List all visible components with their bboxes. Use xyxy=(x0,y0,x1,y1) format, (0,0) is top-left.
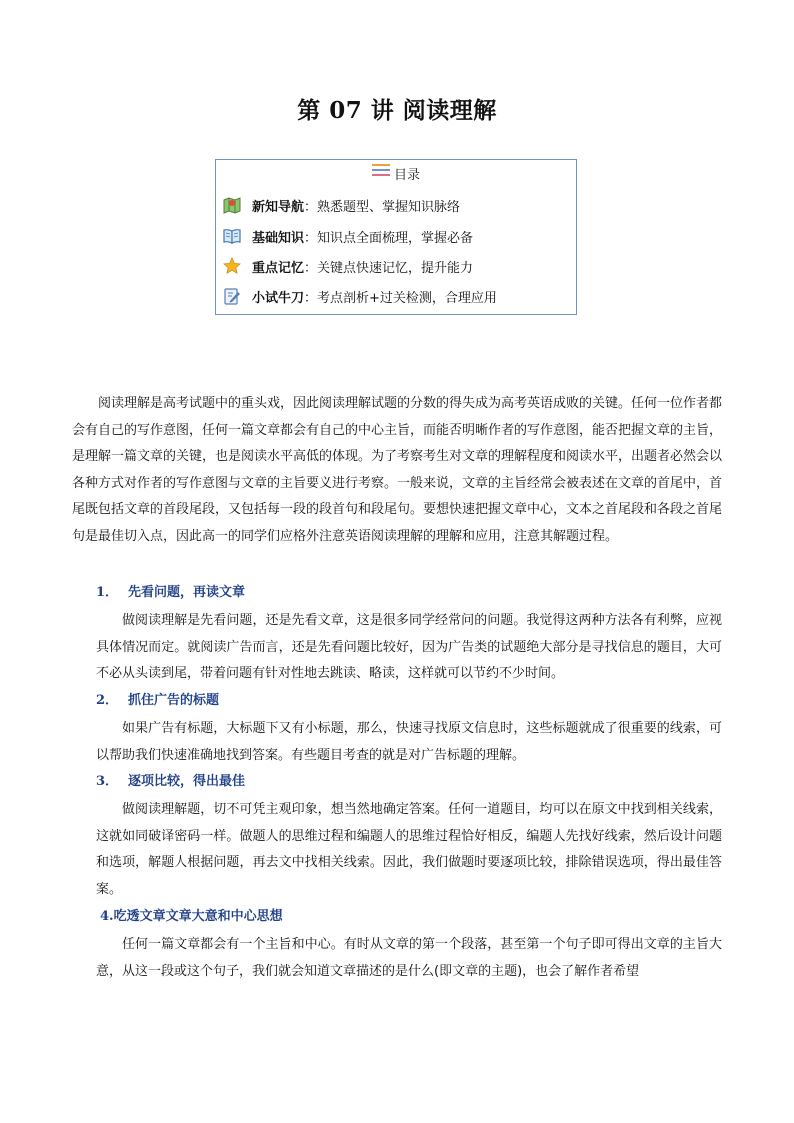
page-title: 第 07 讲 阅读理解 xyxy=(297,97,497,124)
book-icon xyxy=(222,226,242,246)
toc-item-key-memory: 重点记忆 ： 关键点快速记忆，提升能力 xyxy=(222,254,473,278)
section-heading-2: 2． 抓住广告的标题 xyxy=(96,693,220,708)
section-heading-1: 1． 先看问题，再读文章 xyxy=(96,585,246,600)
section-heading-4: 4.吃透文章文章大意和中心思想 xyxy=(100,909,283,924)
toc-heading: 目录 xyxy=(216,164,576,186)
section-paragraph-1: 做阅读理解是先看问题，还是先看文章，这是很多同学经常问的问题。我觉得这两种方法各有利弊，应视具体情况而定。就阅读广告而言，还是先看问题比较好，因为广告类的试题绝大部分是寻找信息的题目，大可不必从头读到尾，带着问题有针对性地去跳读、略读，这样就可以节约不少时间。 xyxy=(96,613,722,682)
map-icon xyxy=(222,195,242,215)
table-of-contents xyxy=(215,159,577,315)
intro-paragraph: 阅读理解是高考试题中的重头戏，因此阅读理解试题的分数的得失成为高考英语成败的关键。任何一位作者都会有自己的写作意图，任何一篇文章都会有自己的中心主旨，而能否明晰作者的写作意图，能否把握文章的主旨，是理解一篇文章的关键，也是阅读水平高低的体现。为了考察考生对文章的理解程度和阅读水平，出题者必然会以各种方式对作者的写作意图与文章的主旨要义进行考察。一般来说，文章的主旨经常会被表述在文章的首尾中，首尾既包括文章的首段尾段，又包括每一段的段首句和段尾句。要想快速把握文章中心，文本之首尾段和各段之首尾句是最佳切入点，因此高一的同学们应格外注意英语阅读理解的理解和应用，注意其解题过程。 xyxy=(72,396,723,544)
toc-item-new-knowledge: 新知导航 ： 熟悉题型、掌握知识脉络 xyxy=(222,193,460,217)
star-icon xyxy=(222,256,242,276)
section-paragraph-3: 做阅读理解题，切不可凭主观印象，想当然地确定答案。任何一道题目，均可以在原文中找到相关线索，这就如同破译密码一样。做题人的思维过程和编题人的思维过程恰好相反，编题人先找好线索，然后设计问题和选项，解题人根据问题，再去文中找相关线索。因此，我们做题时要逐项比较，排除错误选项，得出最佳答案。 xyxy=(96,802,722,897)
list-icon xyxy=(372,163,390,181)
toc-item-basic-knowledge: 基础知识 ： 知识点全面梳理，掌握必备 xyxy=(222,224,473,248)
toc-item-practice: 小试牛刀 ： 考点剖析+过关检测，合理应用 xyxy=(222,284,497,308)
pencil-note-icon xyxy=(222,286,242,306)
section-heading-3: 3． 逐项比较，得出最佳 xyxy=(96,774,246,789)
section-paragraph-2: 如果广告有标题，大标题下又有小标题，那么，快速寻找原文信息时，这些标题就成了很重要的线索，可以帮助我们快速准确地找到答案。有些题目考查的就是对广告标题的理解。 xyxy=(96,721,722,763)
section-paragraph-4: 任何一篇文章都会有一个主旨和中心。有时从文章的第一个段落，甚至第一个句子即可得出文章的主旨大意，从这一段或这个句子，我们就会知道文章描述的是什么(即文章的主题)，也会了解作者希望 xyxy=(96,937,722,979)
